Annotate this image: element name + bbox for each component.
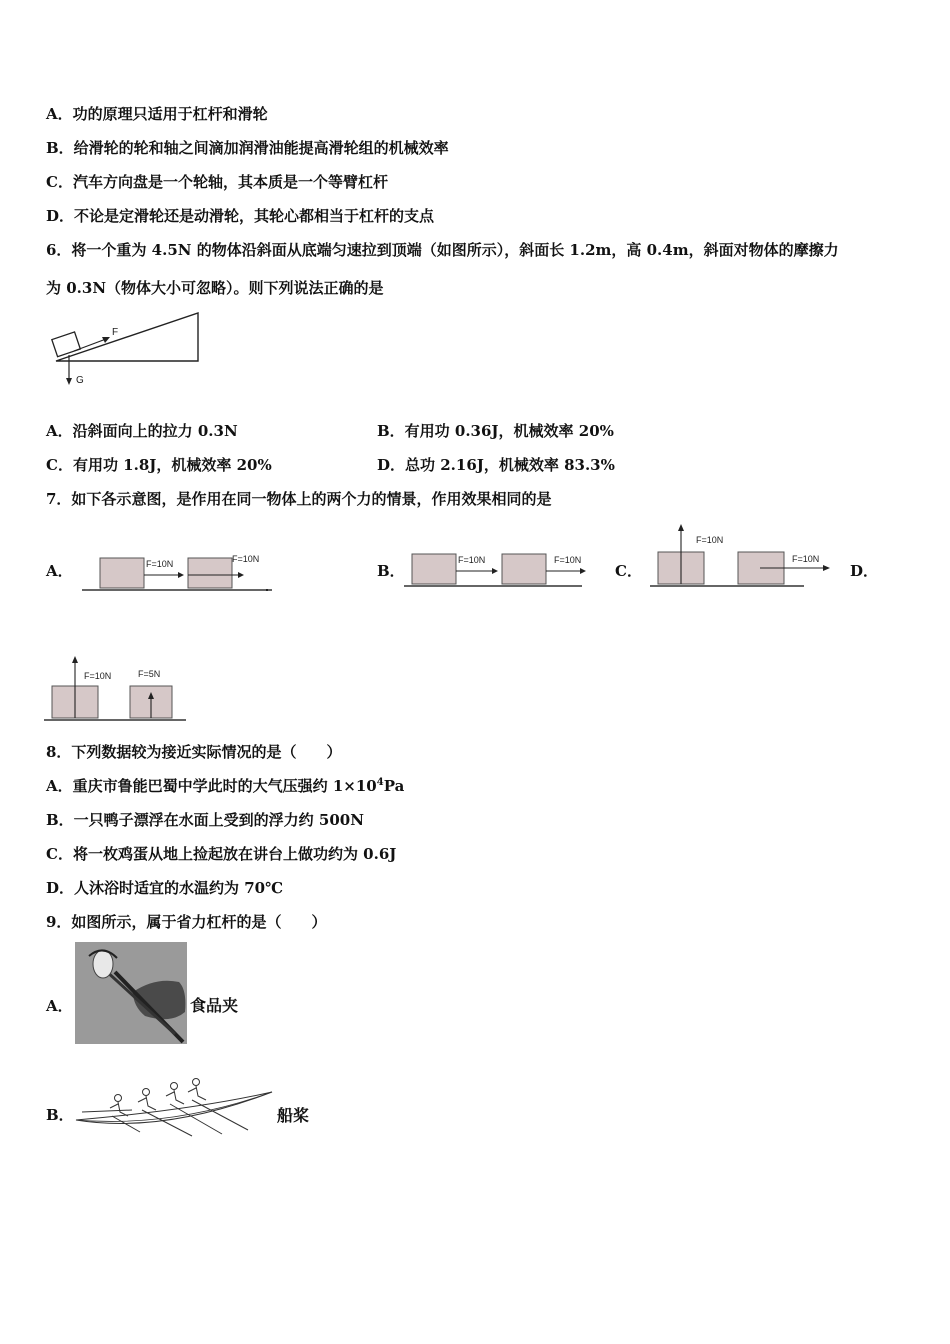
force-label: F=10N <box>554 555 582 565</box>
q7-figure-b <box>402 548 602 596</box>
q9-caption-b: 船桨 <box>277 1106 310 1125</box>
q9-caption-a: 食品夹 <box>190 996 239 1015</box>
q7-figure-d <box>44 652 194 724</box>
force-label: F=10N <box>458 555 486 565</box>
q7-label-c: C． <box>615 562 642 580</box>
q9-label-b: B． <box>46 1106 74 1124</box>
force-label: F=10N <box>696 535 724 545</box>
q7-figure-a <box>80 548 280 596</box>
q6-option-d: D．总功 2.16J，机械效率 83.3% <box>377 456 615 474</box>
q6-option-a: A．沿斜面向上的拉力 0.3N <box>46 422 238 440</box>
q7-stem: 7．如下各示意图，是作用在同一物体上的两个力的情景，作用效果相同的是 <box>46 490 552 508</box>
q8-stem: 8．下列数据较为接近实际情况的是（ ） <box>46 743 342 761</box>
q9-label-a: A． <box>46 997 73 1015</box>
q5-option-b: B．给滑轮的轮和轴之间滴加润滑油能提高滑轮组的机械效率 <box>46 139 449 157</box>
weight-label: G <box>76 375 84 386</box>
q7-figure-c <box>648 520 838 592</box>
q7-label-b: B． <box>377 562 405 580</box>
food-tongs-photo <box>75 942 187 1044</box>
q6-option-c: C．有用功 1.8J，机械效率 20% <box>46 456 272 474</box>
force-label: F=10N <box>146 559 174 569</box>
block-on-incline <box>52 332 81 357</box>
force-label: F=10N <box>84 671 112 681</box>
force-label: F=5N <box>138 669 161 679</box>
q7-label-a: A． <box>46 562 73 580</box>
rowing-boat-figure <box>72 1072 282 1144</box>
q8-option-a: A．重庆市鲁能巴蜀中学此时的大气压强约 $1\times 10^4Pa$ <box>46 777 405 795</box>
incline-triangle <box>56 313 198 361</box>
q8-option-d: D．人沐浴时适宜的水温约为 70℃ <box>46 879 284 897</box>
q6-option-b: B．有用功 0.36J，机械效率 20% <box>377 422 614 440</box>
q6-stem-line2: 为 0.3N（物体大小可忽略）。则下列说法正确的是 <box>46 279 384 297</box>
force-label: F=10N <box>232 554 260 564</box>
q7-label-d: D． <box>850 562 879 580</box>
force-label: F=10N <box>792 554 820 564</box>
incline-figure <box>44 305 209 390</box>
q9-stem: 9．如图所示，属于省力杠杆的是（ ） <box>46 913 327 931</box>
q6-stem-line1: 6．将一个重为 4.5N 的物体沿斜面从底端匀速拉到顶端（如图所示），斜面长 1.2m，高 0.4m，斜面对物体的摩擦力 <box>46 241 839 259</box>
q8-option-b: B．一只鸭子漂浮在水面上受到的浮力约 500N <box>46 811 364 829</box>
q5-option-d: D．不论是定滑轮还是动滑轮，其轮心都相当于杠杆的支点 <box>46 207 435 225</box>
force-label: F <box>112 327 119 338</box>
q8-option-c: C．将一枚鸡蛋从地上捡起放在讲台上做功约为 0.6J <box>46 845 397 863</box>
q5-option-a: A．功的原理只适用于杠杆和滑轮 <box>46 105 268 123</box>
q5-option-c: C．汽车方向盘是一个轮轴，其本质是一个等臂杠杆 <box>46 173 388 191</box>
